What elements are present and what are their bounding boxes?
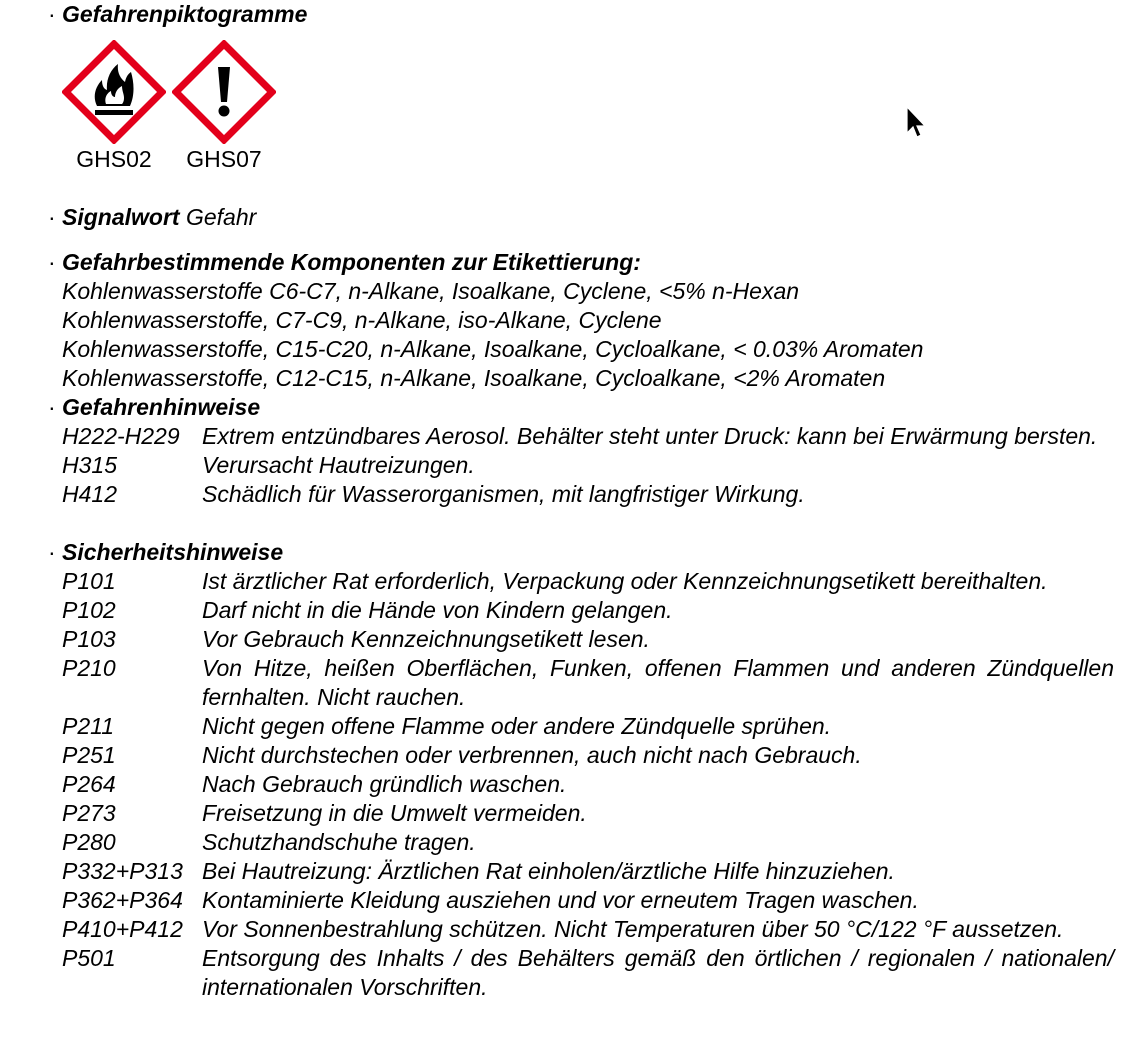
precaution-text: Vor Sonnenbestrahlung schützen. Nicht Temperaturen über 50 °C/122 °F aussetzen. — [202, 916, 1064, 942]
ghs02-label: GHS02 — [76, 146, 152, 172]
precaution-code: P251 — [62, 742, 116, 768]
precaution-row — [62, 625, 1114, 654]
bullet-dot: · — [48, 1, 56, 27]
precaution-code: P210 — [62, 655, 116, 681]
precaution-code: P103 — [62, 626, 116, 652]
hazard-code: H412 — [62, 481, 117, 507]
precaution-text: Nicht gegen offene Flamme oder andere Zündquelle sprühen. — [202, 713, 832, 739]
precaution-row — [62, 770, 1114, 799]
precaution-row — [62, 799, 1114, 828]
precaution-row — [62, 654, 1114, 712]
precaution-text: Schutzhandschuhe tragen. — [202, 829, 476, 855]
pictograms-heading: Gefahrenpiktogramme — [62, 1, 308, 27]
precaution-text: Nach Gebrauch gründlich waschen. — [202, 771, 567, 797]
precaution-code: P273 — [62, 800, 116, 826]
precaution-code: P501 — [62, 945, 116, 971]
precaution-code: P332+P313 — [62, 858, 183, 884]
precaution-row — [62, 567, 1114, 596]
precaution-row — [62, 857, 1114, 886]
signal-word-heading: Signalwort — [62, 204, 180, 230]
hazard-row — [62, 480, 1114, 509]
precaution-text: Kontaminierte Kleidung ausziehen und vor erneutem Tragen waschen. — [202, 887, 919, 913]
precaution-text: Darf nicht in die Hände von Kindern gelangen. — [202, 597, 673, 623]
hazard-text: Extrem entzündbares Aerosol. Behälter steht unter Druck: kann bei Erwärmung bersten. — [202, 423, 1098, 449]
ghs02-pictogram — [62, 40, 166, 172]
hazard-code: H222-H229 — [62, 423, 180, 449]
bullet-dot: · — [48, 539, 56, 565]
mouse-pointer-icon — [906, 106, 928, 140]
component-line: Kohlenwasserstoffe C6-C7, n-Alkane, Isoalkane, Cyclene, <5% n-Hexan — [62, 278, 800, 304]
precaution-code: P102 — [62, 597, 116, 623]
precaution-row — [62, 944, 1114, 1002]
components-heading-line — [48, 248, 641, 277]
signal-word-line — [48, 203, 256, 232]
precaution-code: P264 — [62, 771, 116, 797]
precaution-row — [62, 741, 1114, 770]
precaution-text: Nicht durchstechen oder verbrennen, auch nicht nach Gebrauch. — [202, 742, 862, 768]
hazard-text: Schädlich für Wasserorganismen, mit langfristiger Wirkung. — [202, 481, 805, 507]
precaution-code: P101 — [62, 568, 116, 594]
hazard-heading: Gefahrenhinweise — [62, 394, 261, 420]
hazard-statements — [62, 422, 1114, 509]
ghs07-label: GHS07 — [186, 146, 262, 172]
bullet-dot: · — [48, 249, 56, 275]
precaution-heading: Sicherheitshinweise — [62, 539, 284, 565]
bullet-dot: · — [48, 204, 56, 230]
components-list — [62, 277, 923, 393]
precaution-row — [62, 596, 1114, 625]
hazard-text: Verursacht Hautreizungen. — [202, 452, 475, 478]
hazard-code: H315 — [62, 452, 117, 478]
precaution-row — [62, 828, 1114, 857]
bullet-dot: · — [48, 394, 56, 420]
precautionary-statements — [62, 567, 1114, 1002]
precaution-heading-line — [48, 538, 283, 567]
hazard-heading-line — [48, 393, 260, 422]
precaution-text: Freisetzung in die Umwelt vermeiden. — [202, 800, 587, 826]
precaution-code: P410+P412 — [62, 916, 183, 942]
flame-icon — [62, 40, 166, 144]
precaution-text: Entsorgung des Inhalts / des Behälters gemäß den örtlichen / regionalen / nationalen/ internationalen Vorschriften. — [202, 945, 1114, 1000]
component-line: Kohlenwasserstoffe, C12-C15, n-Alkane, Isoalkane, Cycloalkane, <2% Aromaten — [62, 365, 886, 391]
precaution-text: Von Hitze, heißen Oberflächen, Funken, offenen Flammen und anderen Zündquellen fernhalten. Nicht rauchen. — [202, 655, 1114, 710]
hazard-row — [62, 422, 1114, 451]
precaution-code: P211 — [62, 713, 115, 739]
signal-word-value: Gefahr — [185, 204, 257, 230]
precaution-code: P280 — [62, 829, 116, 855]
precaution-code: P362+P364 — [62, 887, 183, 913]
precaution-row — [62, 915, 1114, 944]
components-heading: Gefahrbestimmende Komponenten zur Etikettierung: — [62, 249, 641, 275]
component-line: Kohlenwasserstoffe, C15-C20, n-Alkane, Isoalkane, Cycloalkane, < 0.03% Aromaten — [62, 336, 924, 362]
pictograms-heading-line — [48, 0, 307, 29]
hazard-row — [62, 451, 1114, 480]
precaution-text: Ist ärztlicher Rat erforderlich, Verpackung oder Kennzeichnungsetikett bereithalten. — [202, 568, 1048, 594]
component-line: Kohlenwasserstoffe, C7-C9, n-Alkane, iso-Alkane, Cyclene — [62, 307, 662, 333]
precaution-row — [62, 886, 1114, 915]
exclamation-mark-icon — [172, 40, 276, 144]
precaution-text: Vor Gebrauch Kennzeichnungsetikett lesen. — [202, 626, 650, 652]
ghs07-pictogram — [172, 40, 276, 172]
precaution-text: Bei Hautreizung: Ärztlichen Rat einholen/ärztliche Hilfe hinzuziehen. — [202, 858, 895, 884]
precaution-row — [62, 712, 1114, 741]
